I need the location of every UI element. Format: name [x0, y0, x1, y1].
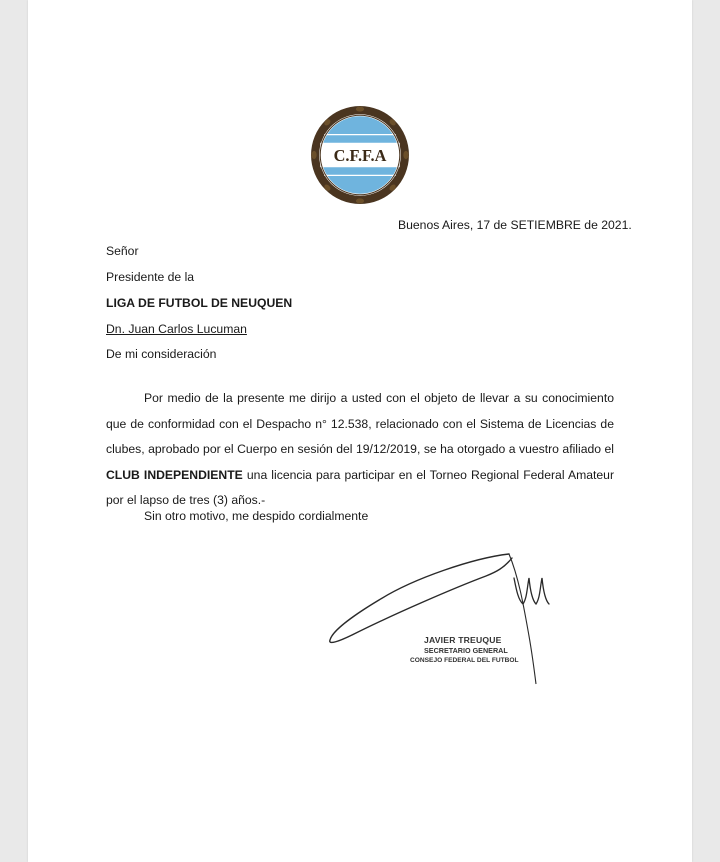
cffa-logo: [309, 104, 411, 206]
handwritten-signature: [324, 548, 554, 688]
stamp-organization: CONSEJO FEDERAL DEL FUTBOL: [410, 657, 519, 664]
greeting: De mi consideración: [106, 347, 217, 361]
letter-page: [28, 0, 692, 862]
closing-line: Sin otro motivo, me despido cordialmente: [144, 509, 369, 523]
body-text-part2: una licencia para participar en el Torneo Regional Federal Amateur por el lapso de tres (3) años.-: [106, 467, 615, 508]
logo-text: C.F.F.A: [333, 146, 387, 166]
addressee-organization: LIGA DE FUTBOL DE NEUQUEN: [106, 296, 293, 310]
addressee-title: Presidente de la: [106, 270, 195, 284]
addressee-salutation: Señor: [106, 244, 139, 258]
club-name: CLUB INDEPENDIENTE: [106, 467, 243, 482]
stamp-role: SECRETARIO GENERAL: [424, 646, 508, 655]
stamp-name: JAVIER TREUQUE: [424, 635, 502, 645]
body-paragraph: [106, 386, 614, 514]
body-text-part1: Por medio de la presente me dirijo a usted con el objeto de llevar a su conocimiento que de conformidad con el Despacho n° 12.538, relacionado con el Sistema de Licencias de clubes, aprobado por el Cuerpo en sesión del 19/12/2019, se ha otorgado a vuestro afiliado el: [106, 391, 614, 457]
addressee-name: Dn. Juan Carlos Lucuman: [106, 322, 247, 336]
date-line: Buenos Aires, 17 de SETIEMBRE de 2021.: [398, 218, 632, 232]
